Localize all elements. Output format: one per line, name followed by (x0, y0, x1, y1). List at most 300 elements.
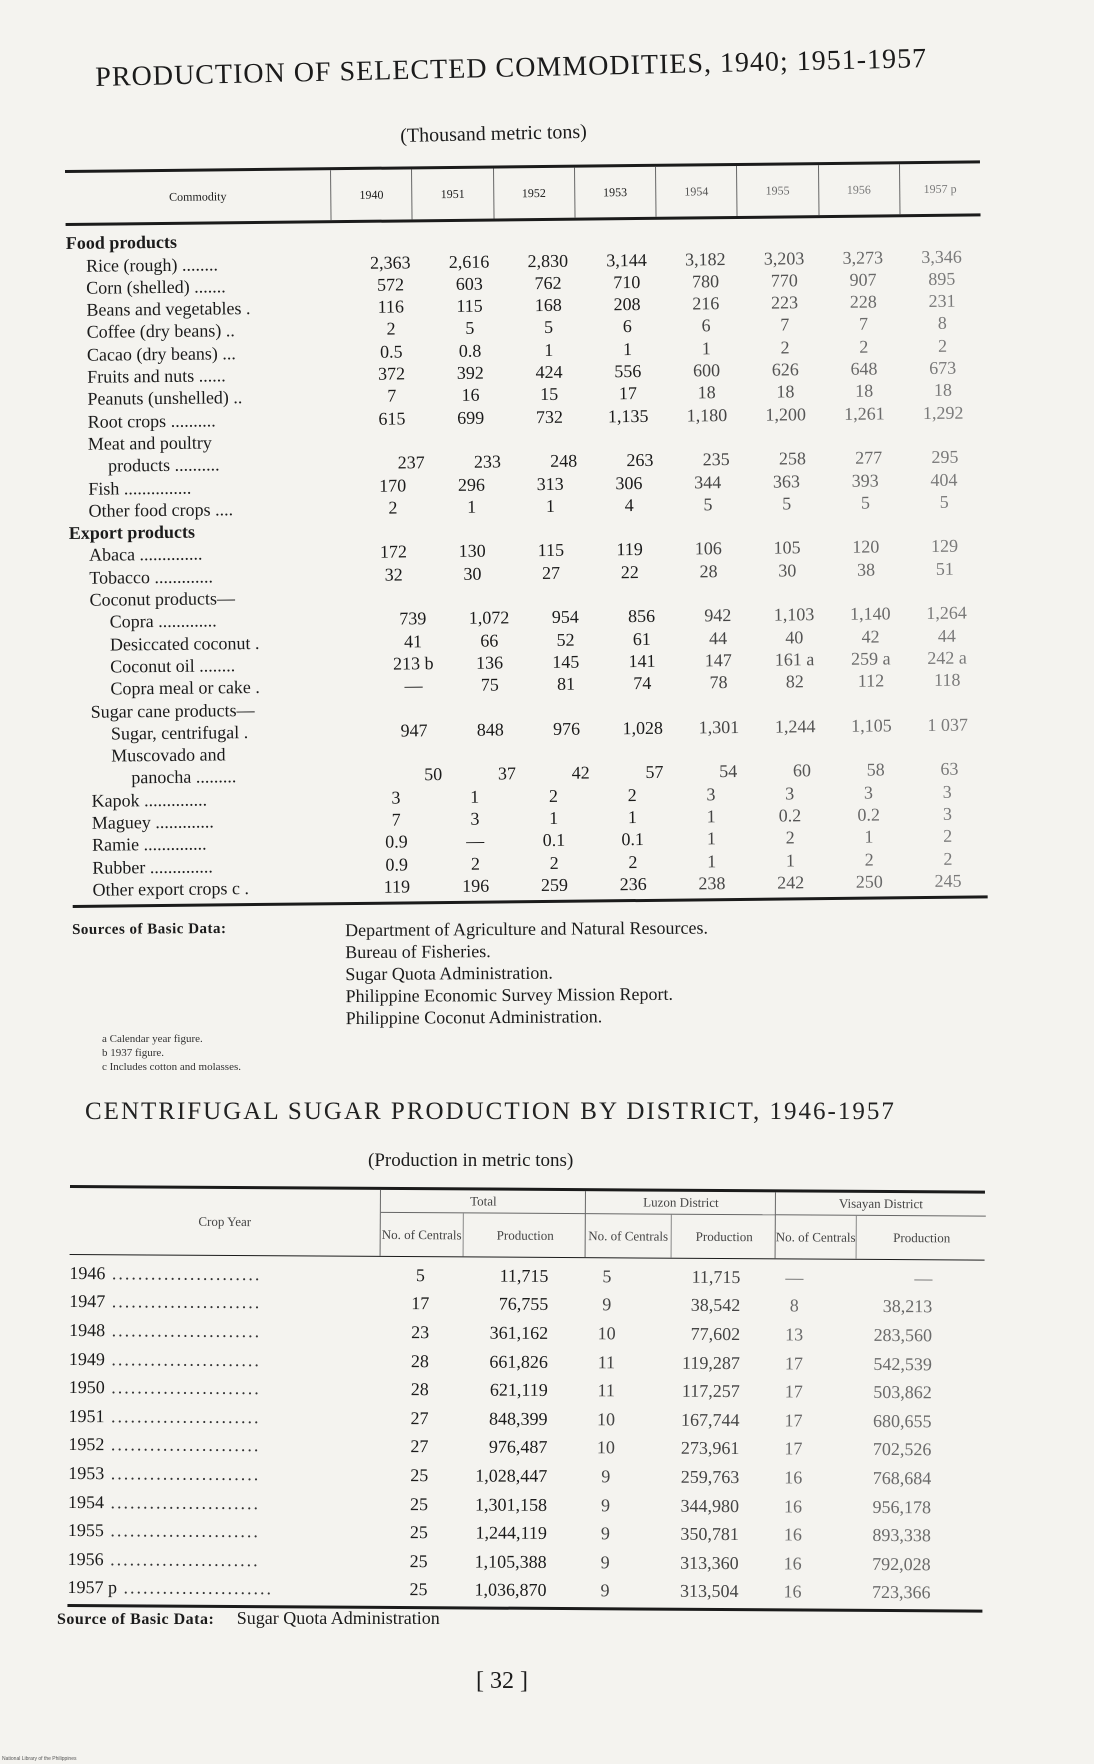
year-column-header: 1953 (574, 167, 656, 218)
commodity-label: Sugar cane products— (90, 699, 255, 722)
value-cell: 648 (850, 358, 878, 379)
crop-year-header: Crop Year (198, 1213, 252, 1230)
visayan-centrals-cell: 8 (789, 1295, 799, 1316)
value-cell: 848 (476, 719, 504, 740)
source-item: Department of Agriculture and Natural Resources. (344, 917, 708, 941)
value-cell: 600 (692, 360, 721, 381)
year-text: 1949 (68, 1348, 106, 1369)
value-cell: 392 (456, 362, 484, 383)
value-cell: 141 (628, 650, 656, 672)
year-text: 1957 p (67, 1577, 118, 1598)
crop-year-cell (68, 1463, 378, 1486)
value-cell: 2 (386, 319, 396, 340)
group-label: Total (381, 1190, 586, 1214)
visayan-centrals-cell: 13 (785, 1324, 804, 1345)
value-cell: 41 (403, 630, 423, 652)
value-cell: 120 (852, 536, 880, 558)
leader-dots: ....................... (104, 1434, 261, 1456)
value-cell: — (466, 830, 485, 852)
commodity-label: Cacao (dry beans) ... (86, 343, 236, 365)
value-cell: 2,830 (527, 250, 569, 271)
leader-dots: ....................... (104, 1491, 261, 1513)
commodity-label: Kapok .............. (91, 789, 208, 811)
value-cell: 1,072 (468, 607, 510, 629)
value-cell: 40 (785, 626, 804, 648)
value-cell: 1 037 (927, 714, 969, 735)
year-column-header: 1956 (817, 164, 899, 215)
year-column-header: 1951 (411, 169, 493, 220)
commodity-column-header: Commodity (169, 188, 227, 204)
year-text: 1953 (68, 1462, 105, 1484)
value-cell: 130 (458, 541, 486, 562)
visayan-centrals-cell: 17 (784, 1381, 803, 1402)
total-production-cell: 1,105,388 (474, 1551, 547, 1572)
value-cell: 1,292 (922, 402, 964, 423)
year-column-header: 1955 (736, 165, 818, 216)
value-cell: 780 (691, 271, 720, 292)
sugar-title: CENTRIFUGAL SUGAR PRODUCTION BY DISTRICT, 1946-1957 (85, 1098, 896, 1125)
luzon-production-cell: 273,961 (680, 1438, 740, 1459)
year-column-header: 1957 p (899, 163, 981, 214)
total-production-cell: 621,119 (489, 1379, 548, 1401)
commodity-label: Abaca .............. (88, 544, 203, 566)
luzon-centrals-cell: 10 (597, 1408, 616, 1430)
value-cell: 1 (706, 828, 717, 849)
value-cell: 1 (701, 338, 711, 359)
total-centrals-cell: 17 (411, 1293, 430, 1314)
crop-year-cell (69, 1349, 379, 1372)
value-cell: 231 (928, 290, 956, 312)
value-cell: 306 (615, 472, 643, 493)
value-cell: 1 (864, 826, 874, 847)
source-label: Source of Basic Data: (57, 1611, 215, 1628)
value-cell: 1,180 (686, 404, 728, 426)
group-label: Visayan District (776, 1192, 986, 1216)
value-cell: 258 (778, 448, 807, 469)
visayan-centrals-cell: 17 (784, 1410, 803, 1431)
value-cell: 1 (545, 495, 556, 516)
value-cell: 136 (475, 652, 504, 673)
value-cell: 1,028 (622, 717, 664, 739)
value-cell: 3 (863, 782, 874, 803)
value-cell: 2 (859, 336, 869, 357)
value-cell: 228 (849, 291, 877, 312)
value-cell: 57 (645, 762, 664, 783)
total-centrals-cell: 25 (409, 1579, 428, 1600)
value-cell: 363 (772, 470, 801, 492)
total-centrals-cell: 5 (415, 1264, 426, 1285)
commodity-label: Muscovado and (111, 744, 226, 766)
value-cell: 18 (697, 382, 716, 403)
value-cell: 161 a (774, 649, 815, 670)
year-text: 1947 (69, 1291, 106, 1312)
value-cell: 0.9 (385, 854, 409, 875)
value-cell: 5 (465, 318, 475, 339)
value-cell: 2 (388, 497, 398, 518)
total-production-cell: 1,036,870 (474, 1579, 547, 1601)
visayan-production-cell: 38,213 (882, 1296, 933, 1317)
value-cell: 0.8 (458, 340, 482, 361)
value-cell: 63 (940, 759, 959, 780)
leader-dots: ....................... (105, 1320, 262, 1342)
luzon-production-cell: 344,980 (680, 1495, 740, 1516)
value-cell: 61 (632, 628, 651, 649)
value-cell: 393 (851, 470, 879, 491)
leader-dots: ....................... (105, 1263, 262, 1284)
value-cell: 7 (780, 314, 790, 336)
value-cell: 3,182 (684, 248, 726, 270)
value-cell: 2 (548, 785, 559, 806)
luzon-production-cell: 119,287 (682, 1352, 740, 1373)
value-cell: 106 (694, 538, 722, 559)
commodity-label: Other export crops c . (92, 878, 250, 900)
total-centrals-cell: 25 (409, 1493, 429, 1514)
year-text: 1954 (68, 1491, 105, 1512)
crop-year-cell (68, 1492, 378, 1515)
value-cell: 1 (622, 338, 633, 359)
value-cell: 626 (771, 359, 799, 380)
value-cell: 3,346 (921, 246, 962, 267)
commodity-label: Fish ............... (88, 477, 192, 499)
year-text: 1955 (67, 1520, 104, 1541)
centrals-subheader: No. of Centrals (588, 1228, 669, 1244)
value-cell: 44 (937, 625, 956, 646)
value-cell: 245 (934, 870, 962, 891)
leader-dots: ....................... (104, 1377, 261, 1399)
visayan-production-cell: 680,655 (873, 1410, 932, 1432)
crop-year-cell (69, 1406, 379, 1429)
value-cell: 673 (929, 357, 957, 379)
value-cell: 344 (694, 471, 722, 492)
value-cell: 895 (928, 268, 956, 289)
total-production-cell: 848,399 (489, 1408, 548, 1429)
value-cell: 699 (457, 407, 485, 428)
value-cell: 1 (549, 807, 559, 828)
value-cell: 5 (939, 491, 949, 512)
value-cell: 1 (544, 339, 554, 360)
luzon-production-cell: 313,360 (680, 1552, 739, 1573)
footnote: c Includes cotton and molasses. (102, 1061, 241, 1073)
visayan-production-cell: 893,338 (872, 1525, 931, 1546)
commodity-label: products .......... (107, 454, 220, 476)
value-cell: 170 (379, 475, 407, 496)
leader-dots: ....................... (103, 1520, 260, 1542)
luzon-centrals-cell: 11 (597, 1380, 615, 1401)
commodity-label: Coconut oil ........ (110, 655, 236, 677)
luzon-centrals-cell: 9 (602, 1294, 612, 1315)
value-cell: 954 (551, 606, 579, 628)
value-cell: 5 (543, 317, 554, 338)
value-cell: 2 (549, 852, 559, 873)
value-cell: 38 (856, 559, 876, 580)
value-cell: 129 (931, 536, 959, 557)
visayan-centrals-cell: 17 (784, 1352, 803, 1374)
value-cell: 1,261 (844, 403, 885, 424)
sugar-source (57, 1608, 440, 1629)
value-cell: 424 (535, 361, 563, 383)
commodity-label: Peanuts (unshelled) .. (87, 387, 243, 410)
page-number: [ 32 ] (476, 1668, 528, 1694)
production-subheader: Production (856, 1216, 987, 1260)
leader-dots: ....................... (104, 1405, 261, 1427)
luzon-centrals-cell: 9 (600, 1551, 610, 1573)
total-centrals-cell: 27 (410, 1436, 429, 1457)
value-cell: 1,135 (607, 405, 649, 426)
value-cell: 112 (857, 670, 885, 691)
value-cell: 51 (935, 558, 954, 579)
visayan-centrals-cell: 16 (783, 1581, 802, 1602)
value-cell: 2 (628, 851, 638, 872)
visayan-centrals-cell: 16 (784, 1467, 803, 1488)
total-production-cell: 661,826 (489, 1351, 548, 1372)
visayan-centrals-cell: 16 (783, 1524, 802, 1545)
total-production-cell: 1,028,447 (475, 1465, 548, 1486)
value-cell: 27 (542, 562, 561, 583)
leader-dots: ....................... (104, 1463, 261, 1485)
commodity-label: Corn (shelled) ....... (86, 276, 226, 298)
value-cell: 1,103 (773, 604, 815, 625)
value-cell: 1,264 (926, 602, 967, 624)
value-cell: 42 (571, 762, 590, 784)
year-column-header: 1954 (655, 166, 737, 217)
value-cell: 1,301 (698, 716, 740, 738)
value-cell: 172 (379, 541, 407, 563)
footnote: b 1937 figure. (102, 1047, 165, 1059)
luzon-centrals-cell: 9 (601, 1466, 611, 1487)
luzon-production-cell: 259,763 (680, 1466, 740, 1488)
value-cell: 118 (933, 669, 961, 691)
value-cell: 572 (376, 274, 405, 295)
year-text: 1956 (67, 1548, 104, 1569)
value-cell: 0.1 (621, 829, 645, 850)
luzon-production-cell: 77,602 (690, 1323, 741, 1345)
visayan-production-cell: 702,526 (872, 1439, 932, 1460)
value-cell: 248 (550, 450, 578, 472)
value-cell: 216 (692, 293, 720, 314)
visayan-centrals-cell: 16 (783, 1495, 803, 1517)
crop-year-cell (68, 1549, 378, 1572)
value-cell: 762 (534, 272, 562, 293)
luzon-production-cell: 11,715 (691, 1266, 741, 1287)
value-cell: 3,203 (763, 247, 805, 269)
value-cell: 237 (397, 452, 425, 473)
centrals-subheader: No. of Centrals (381, 1226, 462, 1243)
source-item: Bureau of Fisheries. (345, 941, 491, 963)
commodity-label: Beans and vegetables . (86, 298, 251, 320)
value-cell: 2,363 (370, 251, 411, 273)
commodities-subtitle: (Thousand metric tons) (400, 120, 588, 147)
crop-year-cell (69, 1320, 379, 1343)
luzon-centrals-cell: 11 (597, 1351, 616, 1372)
value-cell: 54 (719, 761, 738, 782)
value-cell: 3 (706, 783, 716, 805)
value-cell: 18 (933, 380, 953, 401)
value-cell: 2,616 (448, 251, 490, 272)
value-cell: 233 (473, 451, 502, 472)
value-cell: 115 (456, 295, 483, 317)
commodities-rows (66, 222, 988, 900)
value-cell: 6 (622, 316, 632, 337)
total-production-cell: 1,244,119 (475, 1522, 547, 1544)
luzon-production-cell: 38,542 (690, 1295, 741, 1316)
total-centrals-cell: 23 (411, 1322, 430, 1343)
sources-list (345, 918, 709, 1031)
visayan-production-cell: 956,178 (872, 1496, 932, 1517)
value-cell: 32 (384, 564, 403, 585)
value-cell: 0.1 (542, 830, 566, 851)
value-cell: 856 (627, 606, 656, 627)
leader-dots: ....................... (104, 1348, 261, 1370)
value-cell: 313 (536, 473, 564, 494)
value-cell: 1 (467, 496, 477, 517)
visayan-production-cell: 542,539 (873, 1353, 932, 1374)
year-text: 1948 (69, 1319, 106, 1341)
value-cell: 1,140 (849, 603, 891, 625)
value-cell: 50 (424, 764, 443, 785)
luzon-production-cell: 350,781 (680, 1523, 739, 1545)
value-cell: 60 (792, 760, 812, 781)
luzon-group-header (585, 1191, 776, 1258)
value-cell: 105 (773, 537, 801, 559)
value-cell: 1 (470, 786, 480, 807)
value-cell: 0.5 (379, 341, 403, 362)
value-cell: 0.9 (385, 831, 408, 852)
value-cell: 15 (540, 384, 559, 405)
crop-year-cell (69, 1377, 379, 1400)
value-cell: 603 (455, 273, 483, 294)
commodity-label: Desiccated coconut . (109, 632, 260, 655)
value-cell: 2 (470, 853, 481, 874)
commodity-label: Coffee (dry beans) .. (86, 320, 235, 343)
value-cell: 556 (614, 361, 642, 382)
value-cell: 74 (633, 673, 652, 694)
value-cell: 3 (942, 803, 953, 824)
total-production-cell: 1,301,158 (474, 1494, 548, 1515)
value-cell: 3 (391, 787, 401, 808)
value-cell: 2 (785, 827, 795, 848)
value-cell: 3,144 (606, 249, 647, 270)
commodity-label: Coconut products— (89, 588, 236, 610)
value-cell: 2 (864, 849, 874, 870)
value-cell: 3,273 (842, 247, 884, 268)
total-centrals-cell: 25 (410, 1465, 429, 1486)
luzon-centrals-cell: 9 (600, 1494, 611, 1515)
visayan-production-cell: 792,028 (872, 1553, 931, 1574)
visayan-production-cell: 768,684 (872, 1467, 932, 1489)
value-cell: 259 (540, 874, 568, 895)
crop-year-cell (69, 1263, 379, 1286)
value-cell: 1,200 (765, 403, 807, 425)
leader-dots: ....................... (105, 1291, 262, 1313)
value-cell: 1 (707, 850, 717, 871)
value-cell: 6 (701, 315, 711, 336)
value-cell: 44 (708, 627, 728, 648)
commodity-label: Export products (68, 521, 196, 544)
value-cell: 236 (619, 873, 647, 895)
value-cell: 372 (377, 363, 406, 384)
total-centrals-cell: 28 (410, 1379, 429, 1400)
value-cell: 3 (785, 783, 795, 804)
value-cell: 119 (616, 539, 643, 560)
commodity-label: Food products (65, 232, 178, 254)
sources-label: Sources of Basic Data: (72, 920, 227, 938)
value-cell: 1 (627, 807, 638, 828)
year-column-header: 1952 (493, 168, 575, 219)
value-cell: 213 b (392, 653, 434, 674)
value-cell: 147 (704, 649, 732, 671)
value-cell: 732 (535, 406, 564, 427)
value-cell: 263 (626, 450, 654, 471)
sugar-rows (67, 1259, 984, 1608)
value-cell: 5 (703, 494, 713, 515)
value-cell: 78 (709, 672, 728, 693)
commodity-label: Rice (rough) ........ (85, 253, 219, 276)
commodity-label: Copra meal or cake . (110, 677, 260, 699)
commodity-label: Other food crops .... (88, 499, 234, 521)
value-cell: 404 (930, 469, 958, 490)
value-cell: 947 (400, 720, 428, 741)
sugar-header (70, 1188, 985, 1260)
visayan-production-cell: 723,366 (871, 1582, 931, 1603)
total-centrals-cell: 25 (409, 1522, 428, 1543)
commodity-label: Maguey ............. (91, 811, 214, 833)
crop-year-cell (67, 1577, 377, 1600)
value-cell: 4 (624, 494, 634, 516)
value-cell: 223 (770, 292, 799, 313)
visayan-production-cell: 503,862 (873, 1382, 932, 1403)
value-cell: 3 (942, 781, 952, 802)
value-cell: 907 (849, 269, 877, 290)
value-cell: 3 (470, 808, 480, 829)
value-cell: 37 (497, 763, 517, 784)
value-cell: 2 (937, 335, 948, 356)
total-production-cell: 976,487 (488, 1436, 548, 1458)
group-label: Luzon District (586, 1191, 776, 1215)
commodity-label: Tobacco ............. (89, 566, 214, 588)
year-text: 1950 (68, 1377, 105, 1398)
visayan-centrals-cell: — (785, 1267, 804, 1288)
value-cell: 82 (785, 671, 804, 692)
value-cell: 1,244 (774, 716, 816, 737)
value-cell: 52 (556, 629, 575, 650)
value-cell: 942 (704, 605, 732, 626)
value-cell: 115 (537, 540, 565, 561)
value-cell: 5 (782, 493, 792, 514)
value-cell: 0.2 (857, 804, 881, 825)
crop-year-cell (68, 1434, 378, 1457)
value-cell: 296 (457, 474, 486, 495)
value-cell: 710 (613, 271, 641, 293)
value-cell: 242 a (927, 647, 967, 668)
sugar-table (67, 1185, 985, 1613)
luzon-centrals-cell: 10 (597, 1323, 616, 1344)
luzon-centrals-cell: 9 (600, 1523, 610, 1544)
source-item: Sugar Quota Administration. (345, 962, 553, 985)
commodity-label: Copra ............. (109, 610, 217, 632)
footer-text: National Library of the Philippines (2, 1756, 77, 1762)
table-row (67, 1574, 982, 1608)
total-group-header (380, 1190, 586, 1257)
value-cell: 250 (855, 871, 883, 892)
value-cell: 81 (556, 673, 576, 695)
value-cell: 2 (780, 337, 790, 358)
visayan-centrals-cell: 17 (784, 1438, 803, 1459)
year-text: 1946 (69, 1262, 106, 1284)
value-cell: 28 (699, 560, 718, 582)
value-cell: 119 (383, 876, 411, 897)
value-cell: 18 (776, 381, 795, 402)
value-cell: 1 (785, 850, 795, 871)
